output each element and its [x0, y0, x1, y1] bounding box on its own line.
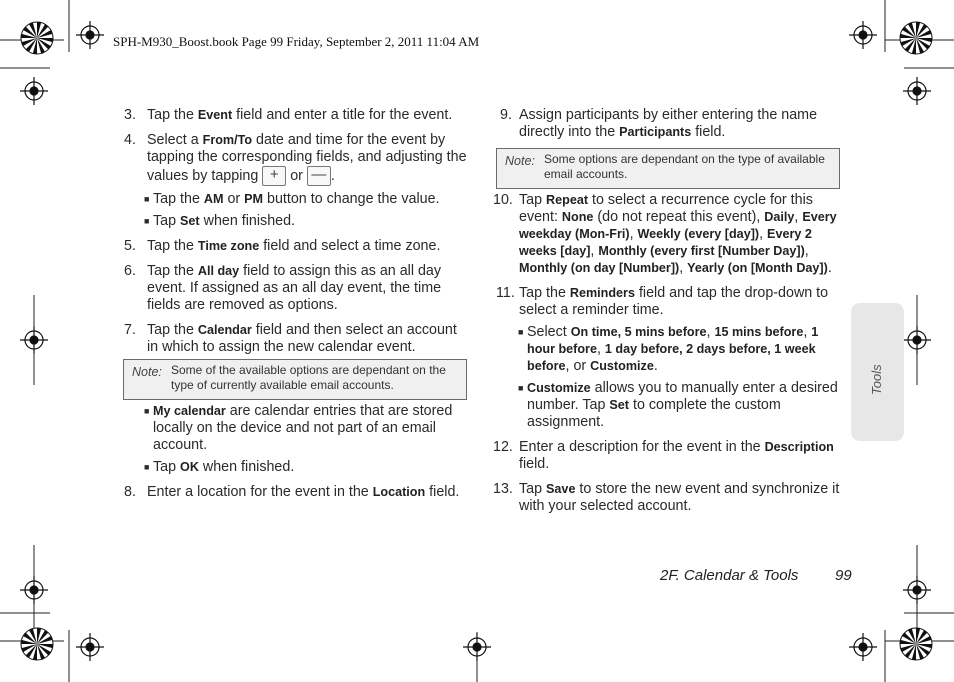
bullet-ok: ■ Tap OK when finished. — [144, 459, 295, 475]
registration-star-icon — [900, 628, 932, 660]
bullet-set: ■ Tap Set when finished. — [144, 213, 296, 229]
registration-star-icon — [900, 22, 932, 54]
step-8: 8. Enter a location for the event in the Location field. — [124, 484, 460, 500]
minus-button-icon: — — [307, 166, 331, 186]
step-7: 7. Tap the Calendar field and then select an account in which to assign the new calendar event. — [124, 322, 457, 355]
plus-button-icon: + — [262, 166, 286, 186]
step-13: 13. Tap Save to store the new event and synchronize it with your selected account. — [493, 481, 840, 514]
step-11: 11. Tap the Reminders field and tap the drop-down to select a reminder time. — [496, 285, 829, 318]
bullet-customize: ■ Customize allows you to manually enter a desired number. Tap Set to complete the custom assignment. — [518, 380, 838, 430]
step-10: 10. Tap Repeat to select a recurrence cycle for this event: None (do not repeat this event), Daily, Every weekday (Mon-Fri), Weekly (every [day]), Every 2 weeks [day], Monthly (every first [Number Day]), Monthly (on day [Number]), Yearly (on [Month Day]). — [493, 192, 837, 276]
step-9: 9. Assign participants by either entering the name directly into the Participants field. — [500, 107, 818, 140]
left-column-lower — [124, 403, 469, 501]
event-field-label: Event — [197, 108, 233, 122]
note-box-calendar: Note: Some of the available options are dependant on the type of currently available email accounts. — [123, 359, 467, 400]
step-5: 5. Tap the Time zone field and select a time zone. — [124, 238, 441, 254]
footer-page-number: 99 — [835, 567, 852, 584]
section-tab-label: Tools — [869, 364, 884, 395]
section-tab-tools — [851, 303, 904, 441]
registration-star-icon — [21, 22, 53, 54]
registration-star-icon — [21, 628, 53, 660]
note-box-options: Note: Some options are dependant on the type of available email accounts. — [496, 148, 840, 189]
step-12: 12. Enter a description for the event in the Description field. — [493, 439, 834, 472]
bullet-my-calendar: ■ My calendar are calendar entries that are stored locally on the device and not part of an email account. — [144, 403, 453, 453]
print-header: SPH-M930_Boost.book Page 99 Friday, September 2, 2011 11:04 AM — [113, 34, 480, 49]
right-column — [497, 107, 842, 141]
right-column-lower — [493, 192, 842, 515]
left-column — [124, 107, 469, 356]
step-3: 3. Tap the Event field and enter a title for the event. — [124, 107, 453, 123]
step-4: 4. Select a From/To date and time for the event by tapping the corresponding fields, and adjusting the values by tapping + or — . — [124, 132, 469, 186]
bullet-select-reminder: ■ Select On time, 5 mins before, 15 mins before, 1 hour before, 1 day before, 2 days before, 1 week before, or Customize. — [518, 324, 819, 374]
footer-section-title: 2F. Calendar & Tools — [660, 567, 799, 584]
step-6: 6. Tap the All day field to assign this as an all day event. If assigned as an all day event, the time fields are removed as options. — [124, 263, 442, 313]
bullet-am-pm: ■ Tap the AM or PM button to change the value. — [144, 191, 440, 207]
